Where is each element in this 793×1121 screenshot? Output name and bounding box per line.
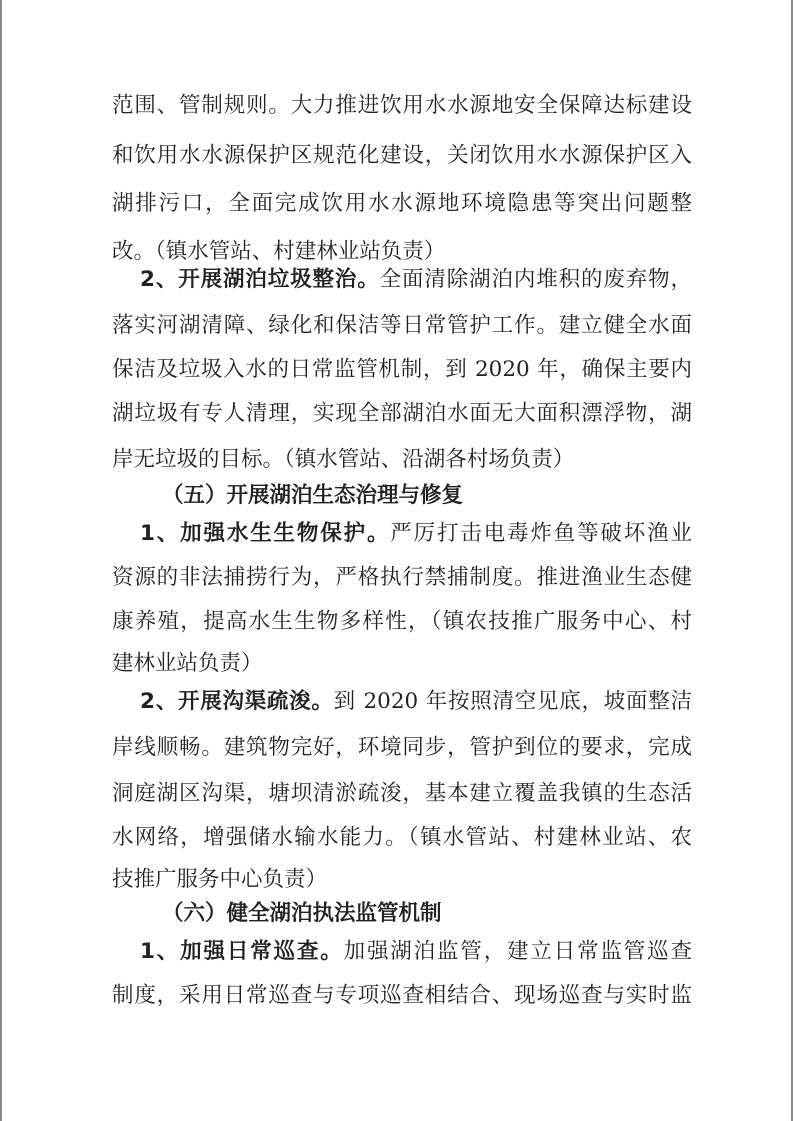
text-line	[112, 982, 692, 1010]
line-text: 全面清除湖泊内堆积的废弃物，	[379, 267, 692, 292]
text-line	[112, 866, 692, 894]
line-text: 湖垃圾有专人清理，实现全部湖泊水面无大面积漂浮物，湖	[112, 401, 692, 426]
line-text: 岸无垃圾的目标。（镇水管站、沿湖各村场负责）	[112, 447, 575, 472]
text-line	[112, 312, 692, 340]
scan-edge-left	[0, 0, 2, 1121]
text-line	[112, 356, 692, 384]
text-line	[112, 564, 692, 592]
bold-heading: （五）开展湖泊生态治理与修复	[162, 483, 464, 508]
line-text: 技推广服务中心负责）	[112, 867, 328, 892]
text-line	[112, 608, 692, 636]
text-line	[112, 780, 692, 808]
line-text: 康养殖，提高水生生物多样性，（镇农技推广服务中心、村	[112, 609, 692, 634]
line-text: 范围、管制规则。大力推进饮用水水源地安全保障达标建设	[112, 93, 692, 118]
text-line	[140, 938, 692, 966]
text-line	[112, 734, 692, 762]
line-text: 保洁及垃圾入水的日常监管机制，到 2020 年，确保主要内	[112, 357, 692, 382]
text-line	[112, 824, 692, 852]
bold-heading: （六）健全湖泊执法监管机制	[162, 901, 442, 926]
text-line	[162, 482, 692, 510]
text-line	[112, 238, 692, 266]
bold-heading: 1、加强日常巡查。	[140, 939, 344, 964]
text-line	[112, 400, 692, 428]
text-line	[112, 446, 692, 474]
line-text: 水网络，增强储水输水能力。（镇水管站、村建林业站、农	[112, 825, 692, 850]
text-line	[140, 688, 692, 716]
text-line	[112, 190, 692, 218]
line-text: 湖排污口，全面完成饮用水水源地环境隐患等突出问题整	[112, 191, 692, 216]
line-text: 落实河湖清障、绿化和保洁等日常管护工作。建立健全水面	[112, 313, 692, 338]
bold-heading: 2、开展沟渠疏浚。	[140, 689, 334, 714]
line-text: 建林业站负责）	[112, 651, 263, 676]
line-text: 岸线顺畅。建筑物完好，环境同步，管护到位的要求，完成	[112, 735, 692, 760]
text-line	[140, 520, 692, 548]
line-text: 到 2020 年按照清空见底，坡面整洁	[333, 689, 692, 714]
line-text: 资源的非法捕捞行为，严格执行禁捕制度。推进渔业生态健	[112, 565, 692, 590]
line-text: 加强湖泊监管，建立日常监管巡查	[343, 939, 692, 964]
text-line	[112, 142, 692, 170]
bold-heading: 2、开展湖泊垃圾整治。	[140, 267, 380, 292]
line-text: 改。（镇水管站、村建林业站负责）	[112, 239, 446, 264]
text-line	[112, 92, 692, 120]
text-line	[112, 650, 692, 678]
line-text: 洞庭湖区沟渠，塘坝清淤疏浚，基本建立覆盖我镇的生态活	[112, 781, 692, 806]
line-text: 制度，采用日常巡查与专项巡查相结合、现场巡查与实时监	[112, 983, 692, 1008]
text-line	[162, 900, 692, 928]
line-text: 和饮用水水源保护区规范化建设，关闭饮用水水源保护区入	[112, 143, 692, 168]
text-line	[140, 266, 692, 294]
line-text: 严厉打击电毒炸鱼等破坏渔业	[390, 521, 692, 546]
bold-heading: 1、加强水生生物保护。	[140, 521, 391, 546]
